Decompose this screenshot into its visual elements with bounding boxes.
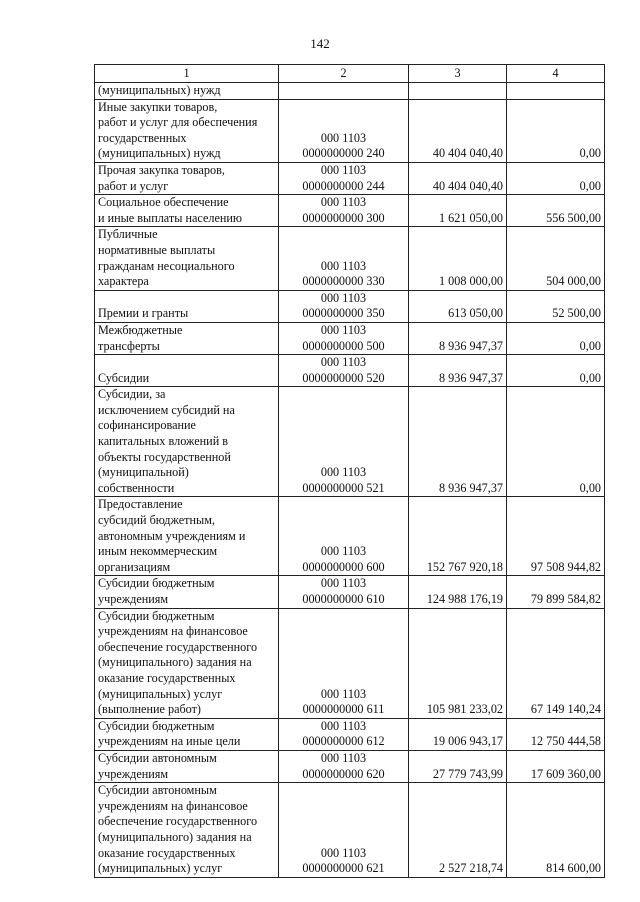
table-row bbox=[95, 290, 605, 322]
row-value-col4-cell: 504 000,00 bbox=[507, 227, 605, 290]
row-value-col3-cell: 8 936 947,37 bbox=[409, 387, 507, 497]
row-name-cell: Субсидии бюджетным учреждениям bbox=[95, 576, 279, 608]
table-row bbox=[95, 162, 605, 194]
row-name-cell: Субсидии автономным учреждениям bbox=[95, 750, 279, 782]
row-code-cell: 000 1103 0000000000 244 bbox=[279, 162, 409, 194]
row-name-cell: Предоставление субсидий бюджетным, автономным учреждениям и иным некоммерческим организациям bbox=[95, 497, 279, 576]
row-value-col4-cell bbox=[507, 83, 605, 100]
row-name-cell: Иные закупки товаров, работ и услуг для обеспечения государственных (муниципальных) нужд bbox=[95, 99, 279, 162]
row-name-cell: Субсидии автономным учреждениям на финансовое обеспечение государственного (муниципального) задания на оказание государственных (муниципальных) услуг bbox=[95, 783, 279, 878]
column-header-4: 4 bbox=[507, 65, 605, 83]
row-value-col4-cell: 97 508 944,82 bbox=[507, 497, 605, 576]
row-code-cell: 000 1103 0000000000 600 bbox=[279, 497, 409, 576]
table-row bbox=[95, 608, 605, 718]
row-value-col4-cell: 67 149 140,24 bbox=[507, 608, 605, 718]
row-name-cell: Прочая закупка товаров, работ и услуг bbox=[95, 162, 279, 194]
row-value-col3-cell: 8 936 947,37 bbox=[409, 355, 507, 387]
row-value-col3-cell bbox=[409, 83, 507, 100]
table-body bbox=[95, 83, 605, 878]
row-value-col3-cell: 2 527 218,74 bbox=[409, 783, 507, 878]
row-value-col3-cell: 613 050,00 bbox=[409, 290, 507, 322]
row-code-cell: 000 1103 0000000000 240 bbox=[279, 99, 409, 162]
row-value-col4-cell: 0,00 bbox=[507, 322, 605, 354]
row-name-cell: Межбюджетные трансферты bbox=[95, 322, 279, 354]
row-value-col4-cell: 79 899 584,82 bbox=[507, 576, 605, 608]
row-value-col3-cell: 40 404 040,40 bbox=[409, 162, 507, 194]
page-number: 142 bbox=[310, 36, 330, 51]
row-code-cell: 000 1103 0000000000 611 bbox=[279, 608, 409, 718]
table-header-row bbox=[95, 65, 605, 83]
row-name-cell: Субсидии bbox=[95, 355, 279, 387]
row-code-cell: 000 1103 0000000000 520 bbox=[279, 355, 409, 387]
row-value-col3-cell: 19 006 943,17 bbox=[409, 718, 507, 750]
row-name-cell: Субсидии бюджетным учреждениям на иные цели bbox=[95, 718, 279, 750]
row-code-cell: 000 1103 0000000000 621 bbox=[279, 783, 409, 878]
row-name-cell: (муниципальных) нужд bbox=[95, 83, 279, 100]
row-code-cell: 000 1103 0000000000 500 bbox=[279, 322, 409, 354]
row-value-col4-cell: 0,00 bbox=[507, 355, 605, 387]
row-name-cell: Субсидии, за исключением субсидий на софинансирование капитальных вложений в объекты государственной (муниципальной) собственности bbox=[95, 387, 279, 497]
row-value-col3-cell: 8 936 947,37 bbox=[409, 322, 507, 354]
row-code-cell: 000 1103 0000000000 610 bbox=[279, 576, 409, 608]
row-code-cell: 000 1103 0000000000 521 bbox=[279, 387, 409, 497]
column-header-3: 3 bbox=[409, 65, 507, 83]
table-row bbox=[95, 195, 605, 227]
row-name-cell: Субсидии бюджетным учреждениям на финансовое обеспечение государственного (муниципального) задания на оказание государственных (муниципальных) услуг (выполнение работ) bbox=[95, 608, 279, 718]
row-value-col4-cell: 0,00 bbox=[507, 162, 605, 194]
column-header-1: 1 bbox=[95, 65, 279, 83]
row-value-col4-cell: 12 750 444,58 bbox=[507, 718, 605, 750]
table-row bbox=[95, 322, 605, 354]
row-value-col3-cell: 124 988 176,19 bbox=[409, 576, 507, 608]
table-row bbox=[95, 750, 605, 782]
table-row bbox=[95, 497, 605, 576]
row-value-col3-cell: 152 767 920,18 bbox=[409, 497, 507, 576]
row-value-col3-cell: 1 621 050,00 bbox=[409, 195, 507, 227]
row-name-cell: Премии и гранты bbox=[95, 290, 279, 322]
table-row bbox=[95, 576, 605, 608]
table-row bbox=[95, 387, 605, 497]
row-code-cell: 000 1103 0000000000 330 bbox=[279, 227, 409, 290]
table-row bbox=[95, 355, 605, 387]
row-value-col4-cell: 0,00 bbox=[507, 387, 605, 497]
table-row bbox=[95, 227, 605, 290]
row-value-col3-cell: 105 981 233,02 bbox=[409, 608, 507, 718]
row-code-cell bbox=[279, 83, 409, 100]
row-value-col4-cell: 814 600,00 bbox=[507, 783, 605, 878]
row-value-col4-cell: 52 500,00 bbox=[507, 290, 605, 322]
row-code-cell: 000 1103 0000000000 300 bbox=[279, 195, 409, 227]
table-row bbox=[95, 83, 605, 100]
row-value-col3-cell: 27 779 743,99 bbox=[409, 750, 507, 782]
row-value-col4-cell: 17 609 360,00 bbox=[507, 750, 605, 782]
budget-table bbox=[94, 64, 605, 878]
row-code-cell: 000 1103 0000000000 612 bbox=[279, 718, 409, 750]
row-value-col4-cell: 556 500,00 bbox=[507, 195, 605, 227]
row-value-col3-cell: 40 404 040,40 bbox=[409, 99, 507, 162]
row-name-cell: Публичные нормативные выплаты гражданам несоциального характера bbox=[95, 227, 279, 290]
row-value-col3-cell: 1 008 000,00 bbox=[409, 227, 507, 290]
row-code-cell: 000 1103 0000000000 620 bbox=[279, 750, 409, 782]
column-header-2: 2 bbox=[279, 65, 409, 83]
row-name-cell: Социальное обеспечение и иные выплаты населению bbox=[95, 195, 279, 227]
table-row bbox=[95, 718, 605, 750]
row-value-col4-cell: 0,00 bbox=[507, 99, 605, 162]
table-row bbox=[95, 783, 605, 878]
table-row bbox=[95, 99, 605, 162]
row-code-cell: 000 1103 0000000000 350 bbox=[279, 290, 409, 322]
